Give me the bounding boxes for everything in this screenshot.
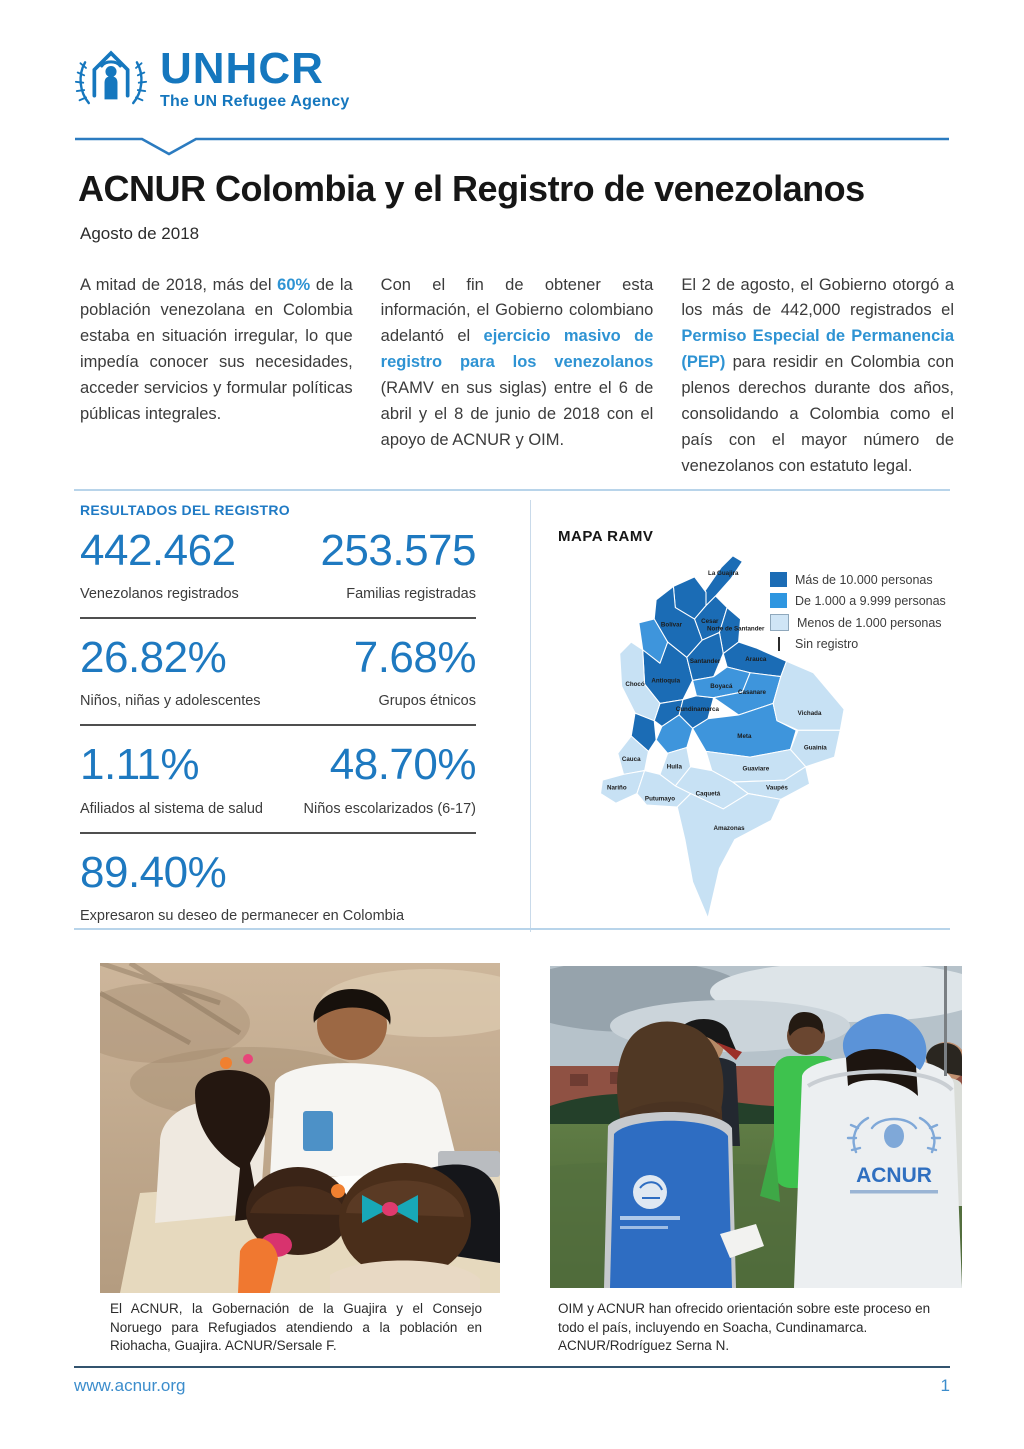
unhcr-logo <box>74 42 349 116</box>
map-label-cesar: Cesar <box>701 617 719 625</box>
footer-divider <box>74 1366 950 1368</box>
page-title: ACNUR Colombia y el Registro de venezolanos <box>78 168 865 209</box>
logo-tagline: The UN Refugee Agency <box>160 93 350 110</box>
map-label-caquet-: Caquetá <box>695 790 721 798</box>
stat-deseo-permanecer: 89.40% Expresaron su deseo de permanecer en Colombia <box>80 847 405 924</box>
footer-url-link[interactable]: www.acnur.org <box>74 1376 186 1395</box>
legend-sin-registro: Sin registro <box>770 637 960 651</box>
header-divider <box>74 137 950 157</box>
map-label-guaviare: Guaviare <box>742 765 770 773</box>
stats-heading: RESULTADOS DEL REGISTRO <box>80 502 290 518</box>
legend-more-10000: Más de 10.000 personas <box>770 572 960 587</box>
stat-ninos-escolarizados: 48.70% Niños escolarizados (6-17) <box>303 740 476 817</box>
map-label-casanare: Casanare <box>738 688 767 696</box>
map-label-norte-de-santander: Norte de Santander <box>707 625 765 633</box>
map-label-antioquia: Antioquia <box>651 677 681 685</box>
stat-row-1 <box>80 528 476 602</box>
map-title: MAPA RAMV <box>558 528 654 545</box>
legend-swatch-line <box>778 637 780 651</box>
stat-row-2 <box>80 635 476 709</box>
highlight-60pct: 60% <box>277 275 311 294</box>
legend-less-1000: Menos de 1.000 personas <box>770 614 960 631</box>
map-label-guain-a: Guainía <box>803 744 827 752</box>
map-label-cundinamarca: Cundinamarca <box>675 706 719 714</box>
section-divider-bottom <box>74 928 950 930</box>
intro-column-1: A mitad de 2018, más del 60% de la población venezolana en Colombia estaba en situación irregular, lo que impedía conocer sus necesidades, acceder servicios y formular políticas públicas integrales. <box>80 275 353 423</box>
page-number: 1 <box>940 1376 950 1395</box>
photo-right-illustration <box>550 966 962 1288</box>
stat-grupos-etnicos: 7.68% Grupos étnicos <box>353 633 476 710</box>
photo-registration-riohacha <box>100 963 500 1293</box>
map-label-boyac-: Boyacá <box>710 683 733 691</box>
stat-ninos-adolescentes: 26.82% Niños, niñas y adolescentes <box>80 633 261 710</box>
stat-separator <box>80 832 476 834</box>
photo-right-caption: OIM y ACNUR han ofrecido orientación sobre este proceso en todo el país, incluyendo en Soacha, Cundinamarca. ACNUR/Rodríguez Serna N. <box>558 1301 931 1354</box>
ramv-map-panel <box>556 524 956 924</box>
map-label-la-guajira: La Guajira <box>708 569 739 577</box>
map-label-amazonas: Amazonas <box>713 825 745 833</box>
highlight-pep: Permiso Especial de Permanencia (PEP) <box>681 327 955 372</box>
legend-swatch-light <box>770 614 789 631</box>
photo-left-caption: El ACNUR, la Gobernación de la Guajira y el Consejo Noruego para Refugiados atendiendo a la población en Riohacha, Guajira. ACNUR/Sersale F. <box>110 1301 482 1354</box>
legend-swatch-medium <box>770 593 787 608</box>
legend-1000-9999: De 1.000 a 9.999 personas <box>770 593 960 608</box>
map-label-choc-: Chocó <box>625 681 645 689</box>
stat-venezolanos-registrados: 442.462 Venezolanos registrados <box>80 526 239 603</box>
stat-row-4 <box>80 847 476 924</box>
stat-separator <box>80 724 476 726</box>
highlight-ramv: ejercicio masivo de registro para los venezolanos <box>380 327 654 372</box>
stats-map-divider <box>530 500 531 932</box>
registry-results <box>80 502 476 924</box>
stat-afiliados-salud: 1.11% Afiliados al sistema de salud <box>80 740 263 817</box>
photo-left-illustration <box>100 963 500 1293</box>
map-label-huila: Huila <box>666 763 682 771</box>
photo-orientation-soacha <box>550 966 962 1288</box>
unhcr-emblem-icon <box>74 42 148 116</box>
map-label-vaup-s: Vaupés <box>766 784 788 792</box>
map-legend <box>770 572 960 651</box>
map-label-meta: Meta <box>737 732 752 740</box>
legend-swatch-dark <box>770 572 787 587</box>
stat-row-3 <box>80 742 476 816</box>
map-label-nari-o: Nariño <box>606 784 627 792</box>
map-label-arauca: Arauca <box>745 656 767 664</box>
map-label-vichada: Vichada <box>797 709 822 717</box>
intro-column-2: Con el fin de obtener esta información, el Gobierno colombiano adelantó el ejercicio masivo de registro para los venezolanos (RAMV en sus siglas) entre el 6 de abril y el 8 de junio de 2018 con el apoyo de ACNUR y OIM. <box>380 275 654 449</box>
section-divider-top <box>74 489 950 491</box>
intro-columns <box>80 256 954 496</box>
stat-separator <box>80 617 476 619</box>
map-label-bol-var: Bolívar <box>660 621 683 629</box>
logo-wordmark: UNHCR <box>160 44 324 93</box>
acnur-jacket-text: ACNUR <box>856 1164 932 1187</box>
map-label-santander: Santander <box>689 658 721 666</box>
map-label-cauca: Cauca <box>621 755 641 763</box>
stat-familias-registradas: 253.575 Familias registradas <box>320 526 476 603</box>
intro-column-3: El 2 de agosto, el Gobierno otorgó a los más de 442,000 registrados el Permiso Especial de Permanencia (PEP) para residir en Colombia con plenos derechos durante dos años, consolidando a Colombia como el país con el mayor número de venezolanos con estatuto legal. <box>681 275 955 475</box>
page-date: Agosto de 2018 <box>80 224 200 243</box>
map-label-putumayo: Putumayo <box>644 795 676 803</box>
